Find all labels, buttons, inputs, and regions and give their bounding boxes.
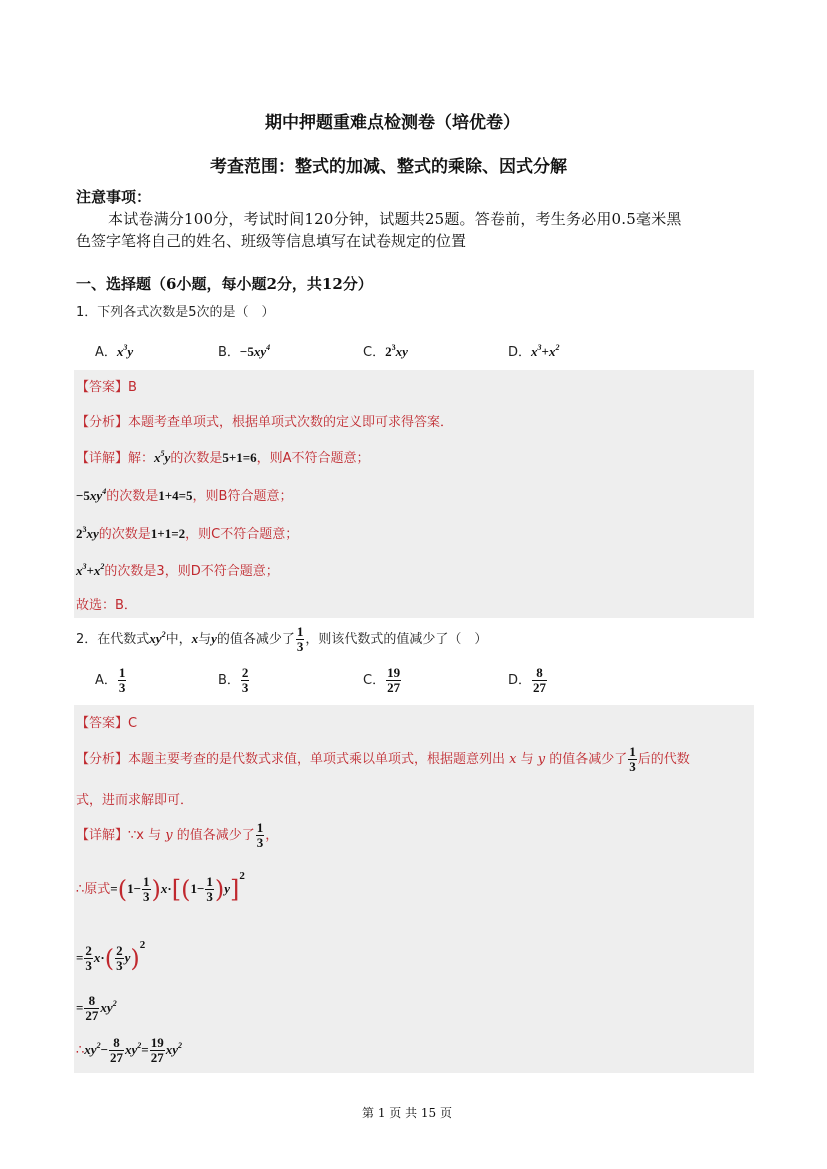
q2-step-4: $\therefore xy^2-$ $\frac{8}{27}$ $xy^2=$ $\frac{19}{27}$ $xy^2$ xyxy=(76,1035,182,1065)
q1-choose: 故选：B． xyxy=(76,598,137,613)
page-title: 期中押题重难点检测卷（培优卷） xyxy=(265,113,520,133)
section-heading: 一、选择题（6小题，每小题2分，共12分） xyxy=(76,275,373,293)
q1-option-d: D．$x^3+x^2$ xyxy=(508,343,560,360)
notice-line-2: 色签字笔将自己的姓名、班级等信息填写在试卷规定的位置 xyxy=(76,232,467,250)
q1-option-b: B．$-5xy^4$ xyxy=(218,343,271,360)
q1-detail-a: 【详解】解：$x^5y$的次数是5+1=6，则A不符合题意； xyxy=(76,449,370,466)
q2-option-c: C． $\frac{19}{27}$ xyxy=(363,665,401,695)
q2-answer: 【答案】C xyxy=(76,716,138,731)
q2-option-b: B． $\frac{2}{3}$ xyxy=(218,665,249,695)
notice-line-1: 本试卷满分100分，考试时间120分钟，试题共25题。答卷前，考生务必用0.5毫米黑 xyxy=(108,210,682,228)
q2-step-2: = $\frac{2}{3}$ x·( $\frac{2}{3}$ y)$^2$ xyxy=(76,939,146,973)
q2-detail-a: 【详解】∵x 与 y 的值各减少了 $\frac{1}{3}$ ， xyxy=(76,820,279,850)
q1-option-a: A．$x^3y$ xyxy=(95,343,134,360)
q1-analysis: 【分析】本题考查单项式，根据单项式次数的定义即可求得答案． xyxy=(76,415,454,430)
exam-scope: 考查范围：整式的加减、整式的乘除、因式分解 xyxy=(210,157,567,177)
q1-answer: 【答案】B xyxy=(76,380,137,395)
q1-option-c: C．$2^3xy$ xyxy=(363,343,408,360)
q2-step-3: = $\frac{8}{27}$ $xy^2$ xyxy=(76,993,117,1023)
q1-stem: 1．下列各式次数是5次的是（ ） xyxy=(76,305,275,320)
q2-option-d: D． $\frac{8}{27}$ xyxy=(508,665,547,695)
q2-option-a: A． $\frac{1}{3}$ xyxy=(95,665,126,695)
q2-step-1: ∴原式=(1− $\frac{1}{3}$ )x·[(1− $\frac{1}{3}$ )y]$^2$ xyxy=(76,870,245,904)
page-footer: 第 1 页 共 15 页 xyxy=(362,1106,452,1120)
q2-analysis-line-1: 【分析】本题主要考查的是代数式求值，单项式乘以单项式，根据题意列出 x 与 y 的值各减少了 $\frac{1}{3}$ 后的代数 xyxy=(76,744,690,774)
q1-detail-b: $-5xy^4$的次数是1+4=5，则B符合题意； xyxy=(76,487,293,504)
q1-detail-d: $x^3+x^2$的次数是3，则D不符合题意； xyxy=(76,562,279,579)
q1-detail-c: $2^3xy$的次数是1+1=2，则C不符合题意； xyxy=(76,525,299,542)
q2-analysis-line-2: 式，进而求解即可． xyxy=(76,793,194,808)
q2-stem: 2．在代数式$xy^2$中，x与y的值各减少了 $\frac{1}{3}$ ，则该代数式的值减少了（ ） xyxy=(76,624,488,654)
notice-title: 注意事项： xyxy=(76,188,152,206)
